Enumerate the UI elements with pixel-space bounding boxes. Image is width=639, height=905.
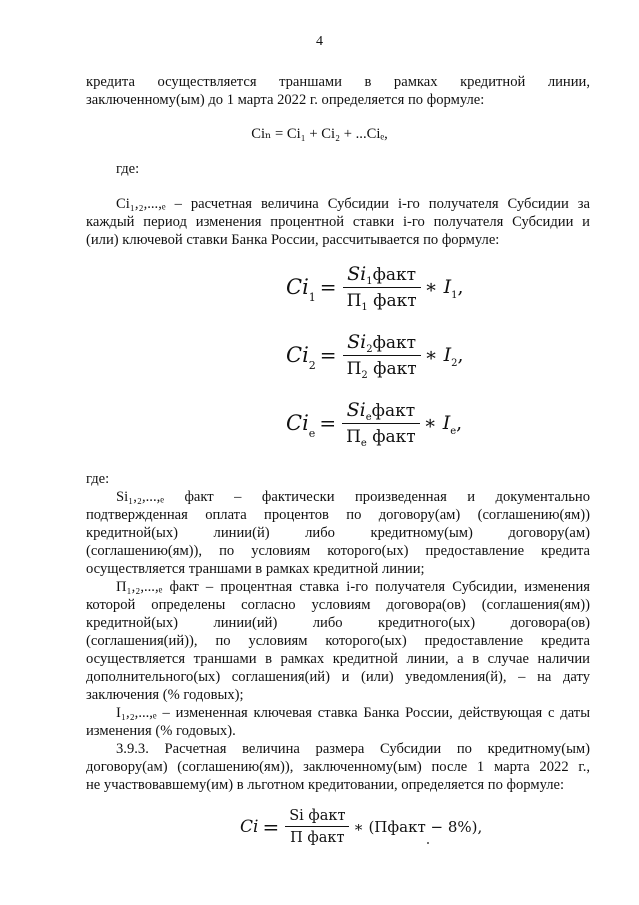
def-p-line5: осуществляется траншами в рамках кредитной линии, а в случае наличии [86,651,590,667]
def-p-line7: заключения (% годовых); [86,687,244,703]
numerator: Si факт [289,808,346,824]
paragraph1-line1: кредита осуществляется траншами в рамках кредитной линии, [86,74,590,90]
paragraph2-line3: (или) ключевой ставки Банка России, рассчитывается по формуле: [86,232,500,248]
formula-lhs: $Ci_2$ [286,343,316,373]
page-number: 4 [316,34,323,49]
def-si-line4: (соглашению(ям)), по условиям которого(ых) предоставление кредита [86,543,590,559]
formula-rhs: ∗ $I_1$, [424,276,464,302]
paragraph2-line2: каждый период изменения процентной ставки i-го получателя Субсидии и [86,214,590,230]
def-p-line4: (соглашения(ий)), по условиям которого(ых) предоставление кредита [86,633,590,649]
def-p-line6: дополнительного(ых) соглашения(ий) и (или) уведомления(й), – на дату [86,669,590,685]
fraction-bar [343,287,421,288]
def-si-line3: кредитной(ых) линии(й) либо кредитному(ым) договору(ам) [86,525,590,541]
formula-lhs: $Ci_1$ [286,275,316,305]
def-i-line2: изменения (% годовых). [86,723,236,739]
formula-lhs: Ci [240,817,259,838]
formula-sum: Ciₙ = Ci₁ + Ci₂ + ...Ciₑ, [251,126,388,142]
formula-ci-last [240,808,482,846]
equals-sign: = [319,275,337,300]
fraction [343,331,421,382]
def-p-line3: кредитной(ых) линии(ий) либо кредитного(ых) договора(ов) [86,615,590,631]
numerator: $Si_1факт$ [347,263,417,287]
stray-mark [427,842,429,844]
fraction [342,399,420,450]
denominator: $П_2$ факт [346,359,417,382]
formula-rhs: ∗ (Пфакт − 8%), [353,818,483,837]
numerator: $Si_2факт$ [347,331,417,355]
where-label-2: где: [86,471,110,487]
fraction-bar [285,826,349,827]
def-si-line1: Si₁,₂,...,ₑ факт – фактически произведенная и документально [116,489,590,505]
def-p-line1: П₁,₂,...,ₑ факт – процентная ставка i-го получателя Субсидии, изменения [116,579,590,595]
denominator: П факт [290,830,345,847]
formula-ci-1 [286,263,464,314]
formula-ci-e [286,399,463,450]
paragraph2-line1: Ci₁,₂,...,ₑ – расчетная величина Субсидии i-го получателя Субсидии за [116,196,590,212]
fraction-bar [343,355,421,356]
denominator: $П_e$ факт [346,427,416,450]
def-si-line2: подтвержденная оплата процентов по договору(ам) (соглашению(ям)) [86,507,590,523]
formula-lhs: $Ci_e$ [286,411,316,441]
formula-rhs: ∗ $I_e$, [423,412,463,438]
def-si-line5: осуществляется траншами в рамках кредитной линии; [86,561,425,577]
fraction [285,808,349,846]
equals-sign: = [262,815,280,840]
section-393-line1: 3.9.3. Расчетная величина размера Субсидии по кредитному(ым) [116,741,590,757]
section-393-line3: не участвовавшему(им) в льготном кредитовании, определяется по формуле: [86,777,565,793]
equals-sign: = [319,343,337,368]
where-label-1: где: [116,161,140,177]
equals-sign: = [319,411,337,436]
section-393-line2: договору(ам) (соглашению(ям)), заключенному(ым) после 1 марта 2022 г., [86,759,590,775]
formula-ci-2 [286,331,464,382]
numerator: $Si_eфакт$ [346,399,416,423]
def-i-line1: I₁,₂,...,ₑ – измененная ключевая ставка Банка России, действующая с даты [116,705,590,721]
paragraph1-line2: заключенному(ым) до 1 марта 2022 г. определяется по формуле: [86,92,485,108]
fraction-bar [342,423,420,424]
def-p-line2: которой определены согласно условиям договора(ов) (соглашения(ям)) [86,597,590,613]
fraction [343,263,421,314]
formula-rhs: ∗ $I_2$, [424,344,464,370]
denominator: $П_1$ факт [346,291,417,314]
